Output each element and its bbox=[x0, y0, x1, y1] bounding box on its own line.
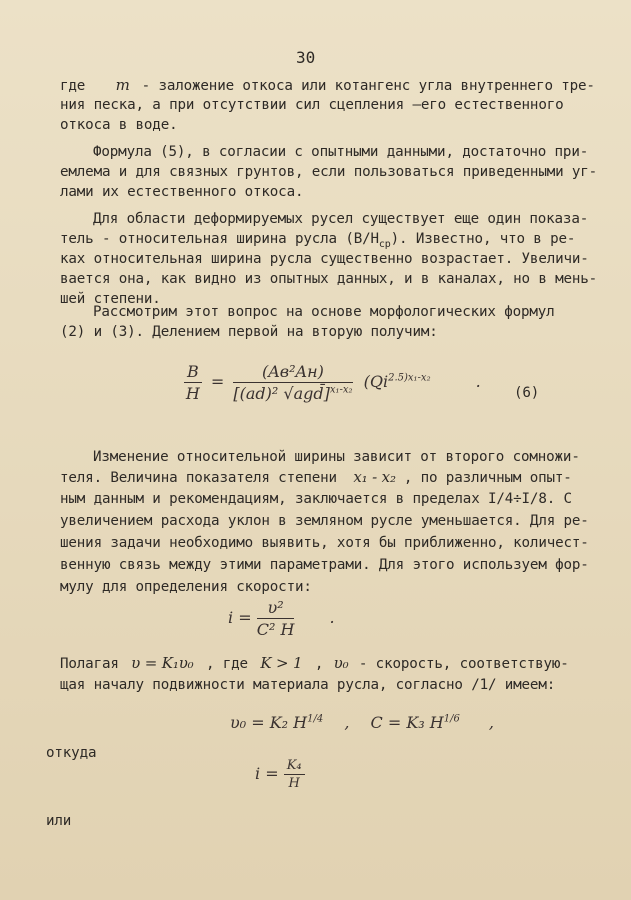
text-line: ным данным и рекомендациям, заключается в пределах I/4÷I/8. С bbox=[60, 491, 572, 507]
text-line: откоса в воде. bbox=[60, 117, 178, 133]
text-line: Рассмотрим этот вопрос на основе морфологических формул bbox=[93, 304, 555, 320]
formula-lhs: i = bbox=[255, 764, 279, 783]
math-symbol: m bbox=[115, 76, 130, 94]
denominator bbox=[233, 383, 352, 403]
text-line bbox=[60, 654, 569, 673]
formula-tail: (Qi bbox=[363, 372, 389, 391]
text-line: Для области деформируемых русел существует еще один показа- bbox=[93, 211, 589, 227]
formula-lhs: i = bbox=[228, 608, 252, 627]
fraction-main bbox=[233, 362, 352, 403]
numerator: B bbox=[184, 362, 202, 383]
text: , по различным опыт- bbox=[403, 470, 572, 486]
text: ). Известно, что в ре- bbox=[390, 231, 576, 247]
math-expression: υ₀ bbox=[333, 654, 349, 672]
page-number: 30 bbox=[296, 48, 316, 67]
math-expression: K > 1 bbox=[260, 654, 303, 672]
text-line: мулу для определения скорости: bbox=[60, 579, 312, 595]
text: - заложение откоса или котангенс угла внутреннего тре- bbox=[141, 78, 595, 94]
text: , где bbox=[205, 656, 248, 672]
denominator: H bbox=[288, 776, 300, 791]
text-line bbox=[60, 76, 595, 95]
subscript: ср bbox=[378, 238, 391, 250]
text-line: увеличением расхода уклон в земляном русле уменьшается. Для ре- bbox=[60, 513, 589, 529]
text-line: шей степени. bbox=[60, 291, 161, 307]
comma: , bbox=[488, 713, 495, 732]
text-line: или bbox=[46, 813, 72, 829]
formula-left: υ₀ = K₂ H bbox=[230, 713, 308, 732]
formula-speed bbox=[228, 598, 335, 639]
numerator: K₄ bbox=[284, 758, 305, 775]
text-line: вается она, как видно из опытных данных, и в каналах, но в мень- bbox=[60, 271, 598, 287]
denominator: H bbox=[185, 384, 200, 403]
text-line: емлема и для связных грунтов, если пользоваться приведенными уг- bbox=[60, 164, 598, 180]
math-expression: x₁ - x₂ bbox=[353, 468, 396, 486]
text-line: венную связь между этими параметрами. Для этого используем фор- bbox=[60, 557, 589, 573]
text-line: лами их естественного откоса. bbox=[60, 184, 304, 200]
text-line: ках относительная ширина русла существенно возрастает. Увеличи- bbox=[60, 251, 589, 267]
formula-right: C = K₃ H bbox=[370, 713, 444, 732]
denominator: C² H bbox=[256, 620, 295, 639]
denominator-text: [(ad)² √agd̄] bbox=[233, 384, 330, 403]
separator: , bbox=[344, 713, 350, 732]
fraction-b-over-h bbox=[184, 362, 202, 403]
formula-number: (6) bbox=[514, 385, 540, 401]
text-line: ния песка, а при отсутствии сил сцепления —его естественного bbox=[60, 97, 564, 113]
text-line: (2) и (3). Делением первой на вторую получим: bbox=[60, 324, 438, 340]
formula-v0 bbox=[230, 713, 494, 732]
formula-dot: . bbox=[475, 372, 481, 391]
numerator: υ² bbox=[257, 598, 295, 619]
exponent: 1/6 bbox=[443, 713, 460, 725]
text-line: Изменение относительной ширины зависит от второго сомножи- bbox=[93, 449, 580, 465]
text: , bbox=[314, 656, 324, 672]
text: где bbox=[60, 78, 86, 94]
text-line: щая началу подвижности материала русла, согласно /1/ имеем: bbox=[60, 677, 556, 693]
numerator: (Aв²Aн) bbox=[233, 362, 352, 383]
exponent: 2.5)x₁-x₂ bbox=[388, 372, 431, 384]
text: Полагая bbox=[60, 656, 119, 672]
text-line bbox=[60, 468, 572, 487]
fraction-speed bbox=[257, 598, 295, 639]
text: тель - относительная ширина русла (В/Н bbox=[60, 231, 379, 247]
text: - скорость, соответствую- bbox=[358, 656, 569, 672]
text-line: откуда bbox=[46, 745, 97, 761]
text-line: шения задачи необходимо выявить, хотя бы приближенно, количест- bbox=[60, 535, 589, 551]
formula-i bbox=[255, 758, 305, 791]
equals-sign: = bbox=[210, 372, 225, 391]
formula-dot: . bbox=[329, 608, 335, 627]
exponent: 1/4 bbox=[307, 713, 324, 725]
math-expression: υ = K₁υ₀ bbox=[131, 654, 194, 672]
formula-6 bbox=[184, 362, 481, 403]
text-line: Формула (5), в согласии с опытными данными, достаточно при- bbox=[93, 144, 589, 160]
exponent: x₁-x₂ bbox=[329, 384, 353, 396]
text: теля. Величина показателя степени bbox=[60, 470, 337, 486]
fraction-i bbox=[284, 758, 305, 791]
